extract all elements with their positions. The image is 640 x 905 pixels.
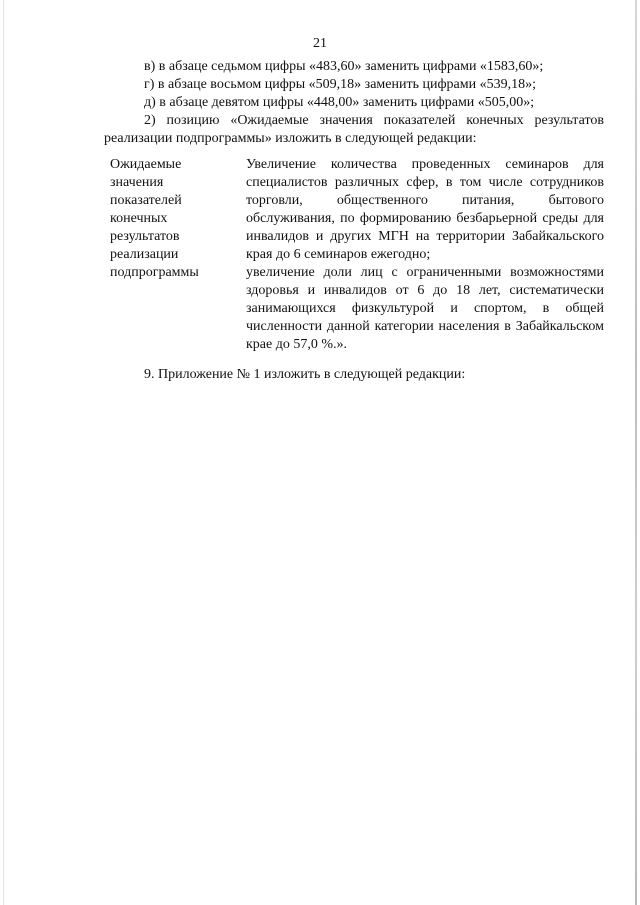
line-g: г) в абзаце восьмом цифры «509,18» заменить цифрами «539,18»; [144, 77, 536, 92]
table-label-line: результатов [110, 229, 180, 244]
line-d: д) в абзаце девятом цифры «448,00» заменить цифрами «505,00»; [144, 95, 535, 110]
scan-edge-right [635, 0, 637, 905]
table-value-paragraph: увеличение доли лиц с ограниченными возможностями здоровья и инвалидов от 6 до 18 лет, систематически занимающихся физкультурой и спортом, в общей численности данной категории населения в Забайкальском крае до 57,0 %.». [246, 265, 604, 352]
page-number: 21 [313, 36, 327, 51]
table-label-line: конечных [110, 211, 168, 226]
table-label-line: реализации [110, 247, 179, 262]
table-value-paragraph: Увеличение количества проведенных семинаров для специалистов различных сфер, в том числе сотрудников торговли, общественного питания, бытового обслуживания, по формированию безбарьерной среды для инвалидов и других МГН на территории Забайкальского края до 6 семинаров ежегодно; [246, 157, 604, 262]
indicator-table [104, 156, 604, 354]
item-2-paragraph: 2) позицию «Ожидаемые значения показателей конечных результатов реализации подпрограммы» изложить в следующей редакции: [104, 113, 604, 146]
table-label-column [104, 156, 246, 354]
document-body [104, 58, 604, 384]
table-label-line: значения [110, 175, 164, 190]
table-label-line: Ожидаемые [110, 157, 182, 172]
line-v: в) в абзаце седьмом цифры «483,60» заменить цифрами «1583,60»; [144, 59, 544, 74]
item-9-paragraph: 9. Приложение № 1 изложить в следующей редакции: [144, 367, 466, 382]
scan-edge-left [3, 0, 4, 905]
table-label-line: подпрограммы [110, 265, 199, 280]
table-value-column [246, 156, 604, 354]
table-label-line: показателей [110, 193, 182, 208]
